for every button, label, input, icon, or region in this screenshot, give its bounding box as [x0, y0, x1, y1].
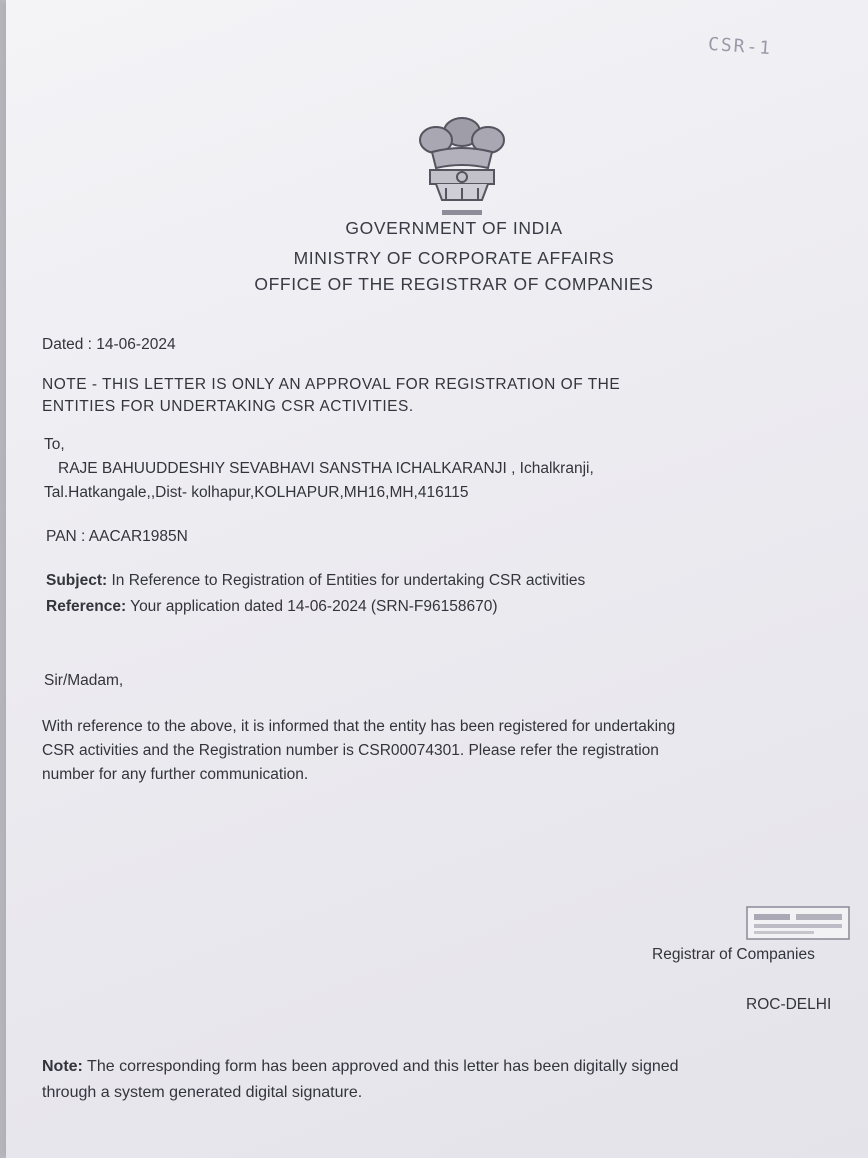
subject-label: Subject:	[46, 572, 108, 589]
state-emblem-icon	[406, 104, 518, 224]
header-line-3: OFFICE OF THE REGISTRAR OF COMPANIES	[254, 274, 654, 294]
body-line-2: CSR activities and the Registration number is CSR00074301. Please refer the registration	[42, 742, 659, 759]
dated: Dated : 14-06-2024	[42, 336, 176, 353]
header-line-2: MINISTRY OF CORPORATE AFFAIRS	[293, 248, 615, 268]
letter-page	[6, 0, 868, 1158]
reference-text: Your application dated 14-06-2024 (SRN-F96158670)	[126, 598, 498, 615]
header-line-1: GOVERNMENT OF INDIA	[345, 218, 563, 238]
footer-note-line-2: through a system generated digital signature.	[42, 1084, 363, 1101]
footer-note-text-1: The corresponding form has been approved and this letter has been digitally signed	[82, 1058, 679, 1075]
reference-label: Reference:	[46, 598, 127, 615]
subject-text: In Reference to Registration of Entities for undertaking CSR activities	[107, 572, 586, 589]
body-line-3: number for any further communication.	[42, 766, 309, 783]
footer-note-label: Note:	[42, 1058, 83, 1075]
digital-signature-stamp-icon	[746, 906, 850, 940]
subject-line	[46, 572, 585, 590]
footer-note-line-1	[42, 1058, 679, 1076]
signatory-title: Registrar of Companies	[652, 946, 815, 963]
reference-line	[46, 598, 498, 616]
addressee-line-2: Tal.Hatkangale,,Dist- kolhapur,KOLHAPUR,MH16,MH,416115	[44, 484, 469, 501]
to-label: To,	[44, 436, 65, 453]
signatory-office: ROC-DELHI	[746, 996, 832, 1013]
pan-number: PAN : AACAR1985N	[46, 528, 188, 545]
handwritten-note: CSR-1	[707, 33, 773, 60]
note-caps-line-2: ENTITIES FOR UNDERTAKING CSR ACTIVITIES.	[42, 398, 414, 415]
note-caps-line-1: NOTE - THIS LETTER IS ONLY AN APPROVAL FOR REGISTRATION OF THE	[42, 376, 621, 393]
body-line-1: With reference to the above, it is informed that the entity has been registered for undertaking	[42, 718, 676, 735]
salutation: Sir/Madam,	[44, 672, 124, 689]
addressee-line-1: RAJE BAHUUDDESHIY SEVABHAVI SANSTHA ICHALKARANJI , Ichalkranji,	[58, 460, 594, 477]
